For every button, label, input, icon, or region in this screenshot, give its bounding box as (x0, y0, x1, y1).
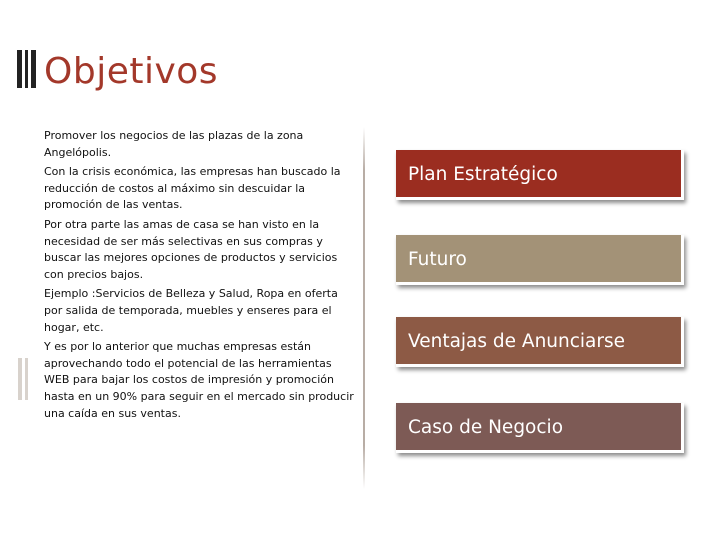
column-divider (363, 127, 365, 489)
paragraph: Promover los negocios de las plazas de la zona Angelópolis. (44, 129, 304, 159)
title-accent-bar-3 (31, 50, 36, 88)
body-text (44, 128, 359, 425)
paragraph: Y es por lo anterior que muchas empresas están aprovechando todo el potencial de las herramientas WEB para bajar los costos de impresión y promoción hasta en un 90% para seguir en el mercado sin producir una caída en sus ventas. (44, 340, 354, 420)
paragraph: Por otra parte las amas de casa se han visto en la necesidad de ser más selectivas en sus compras y buscar las mejores opciones de productos y servicios con precios bajos. (44, 217, 338, 281)
panel-futuro[interactable]: Futuro (396, 235, 684, 285)
panel-ventajas-de-anunciarse[interactable]: Ventajas de Anunciarse (396, 317, 684, 367)
slide-title: Objetivos (44, 51, 219, 92)
title-accent-bar-1 (17, 50, 22, 88)
panel-caso-de-negocio[interactable]: Caso de Negocio (396, 403, 684, 453)
panel-plan-estrategico[interactable]: Plan Estratégico (396, 150, 684, 200)
paragraph: Con la crisis económica, las empresas han buscado la reducción de costos al máximo sin descuidar la promoción de las ventas. (44, 165, 341, 212)
left-accent-bar-2 (25, 358, 28, 400)
title-accent-bar-2 (25, 50, 28, 88)
left-accent-bar-1 (18, 358, 22, 400)
paragraph: Ejemplo :Servicios de Belleza y Salud, Ropa en oferta por salida de temporada, muebles y enseres para el hogar, etc. (44, 287, 338, 334)
